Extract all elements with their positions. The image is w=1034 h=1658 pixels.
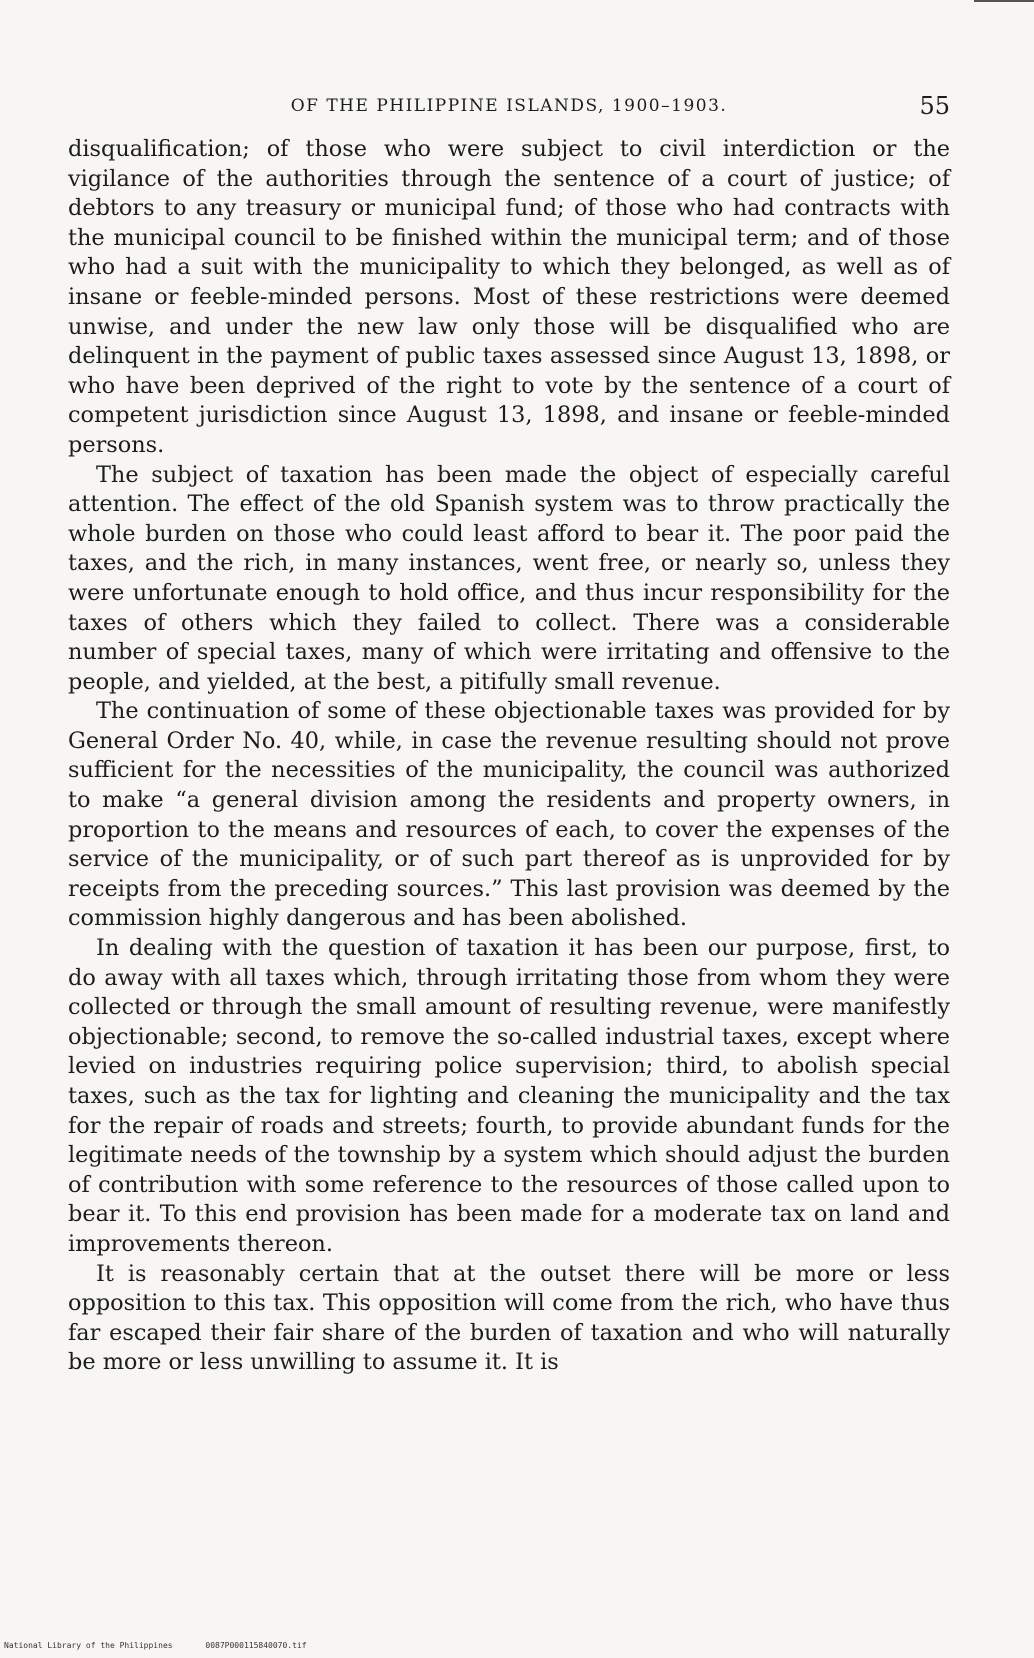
- paragraph: It is reasonably certain that at the outset there will be more or less opposition to this tax. This opposition will come from the rich, who have thus far escaped their fair share of the burden of taxation and who will naturally be more or less unwilling to assume it. It is: [68, 1260, 950, 1376]
- body-text: [68, 135, 950, 1378]
- paragraph: The continuation of some of these objectionable taxes was provided for by General Order No. 40, while, in case the revenue resulting should not prove sufficient for the necessities of the municipality, the council was authorized to make “a general division among the residents and property owners, in proportion to the means and resources of each, to cover the expenses of the service of the municipality, or of such part thereof as is unprovided for by receipts from the preceding sources.” This last provision was deemed by the commission highly dangerous and has been abolished.: [68, 698, 950, 932]
- scan-footer: [4, 1641, 335, 1650]
- page-header: [68, 92, 950, 124]
- library-credit: National Library of the Philippines: [4, 1641, 173, 1650]
- paragraph: In dealing with the question of taxation it has been our purpose, first, to do away with all taxes which, through irritating those from whom they were collected or through the small amount of resulting revenue, were manifestly objectionable; second, to remove the so-called industrial taxes, except where levied on industries requiring police supervision; third, to abolish special taxes, such as the tax for lighting and cleaning the municipality and the tax for the repair of roads and streets; fourth, to provide abundant funds for the legitimate needs of the township by a system which should adjust the burden of contribution with some reference to the resources of those called upon to bear it. To this end provision has been made for a moderate tax on land and improvements thereon.: [68, 935, 950, 1257]
- file-id: 0087P000115840070.tif: [205, 1641, 307, 1650]
- scan-edge-mark: [974, 0, 1034, 6]
- page-number: 55: [919, 92, 950, 120]
- running-head: OF THE PHILIPPINE ISLANDS, 1900–1903.: [290, 96, 728, 116]
- paragraph: The subject of taxation has been made the object of especially careful attention. The effect of the old Spanish system was to throw practically the whole burden on those who could least afford to bear it. The poor paid the taxes, and the rich, in many instances, went free, or nearly so, unless they were unfortunate enough to hold office, and thus incur responsibility for the taxes of others which they failed to collect. There was a considerable number of special taxes, many of which were irritating and offensive to the people, and yielded, at the best, a pitifully small revenue.: [68, 461, 950, 695]
- paragraph: disqualification; of those who were subject to civil interdiction or the vigilance of the authorities through the sentence of a court of justice; of debtors to any treasury or municipal fund; of those who had contracts with the municipal council to be finished within the municipal term; and of those who had a suit with the municipality to which they belonged, as well as of insane or feeble-minded persons. Most of these restrictions were deemed unwise, and under the new law only those will be disqualified who are delinquent in the payment of public taxes assessed since August 13, 1898, or who have been deprived of the right to vote by the sentence of a court of competent jurisdiction since August 13, 1898, and insane or feeble-minded persons.: [68, 136, 950, 458]
